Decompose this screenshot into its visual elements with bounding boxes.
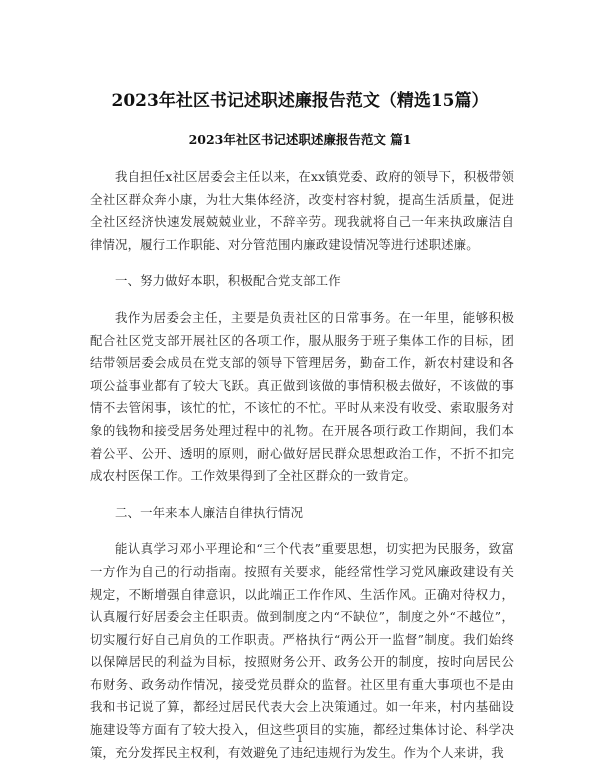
paragraph-intro: 我自担任x社区居委会主任以来，在xx镇党委、政府的领导下，积极带领全社区群众奔小康，为壮大集体经济，改变村容村貌，提高生活质量，促进全社区经济快速发展兢兢业业，不辞辛劳。现我就将自己一年来执政廉洁自律情况，履行工作职能、对分管范围内廉政建设情况等进行述职述廉。 [90, 169, 514, 252]
paragraph-section-2: 能认真学习邓小平理论和“三个代表”重要思想，切实把为民服务，致富一方作为自己的行动指南。按照有关要求，能经常性学习党风廉政建设有关规定，不断增强自律意识，以此端正工作作风、生活作风。正确对待权力，认真履行好居委会主任职责。做到制度之内“不缺位”，制度之外“不越位”，切实履行好自己肩负的工作职责。严格执行“两公开一监督”制度。我们始终以保障居民的利益为目标，按照财务公开、政务公开的制度，按时向居民公布财务、政务动作情况，接受党员群众的监督。社区里有重大事项也不是由我和书记说了算，都经过居民代表大会上决策通过。如一年来，村内基础设施建设等方面有了较大投入，但这些项目的实施，都经过集体讨论、科学决策，充分发挥民主权利，有效避免了违纪违规行为发生。作为个人来讲，我 [90, 541, 514, 760]
paragraph-section-1: 我作为居委会主任，主要是负责社区的日常事务。在一年里，能够积极配合社区党支部开展社区的各项工作，服从服务于班子集体工作的目标，团结带领居委会成员在党支部的领导下管理居务，勤奋工作，新农村建设和各项公益事业都有了较大飞跃。真正做到该做的事情积极去做好，不该做的事情不去管闲事，该忙的忙，不该忙的不忙。平时从来没有收受、索取服务对象的钱物和接受居务处理过程中的礼物。在开展各项行政工作期间，我们本着公平、公开、透明的原则，耐心做好居民群众思想政治工作，不折不扣完成农村医保工作。工作效果得到了全社区群众的一致肯定。 [90, 309, 514, 484]
page-number: 1 [296, 734, 304, 745]
document-title: 2023年社区书记述职述廉报告范文（精选15篇） [111, 91, 489, 111]
section-heading-1: 一、努力做好本职，积极配合党支部工作 [115, 273, 341, 289]
article-subtitle: 2023年社区书记述职述廉报告范文 篇1 [188, 132, 412, 147]
section-heading-2: 二、一年来本人廉洁自律执行情况 [115, 504, 304, 520]
document-body [90, 166, 514, 764]
